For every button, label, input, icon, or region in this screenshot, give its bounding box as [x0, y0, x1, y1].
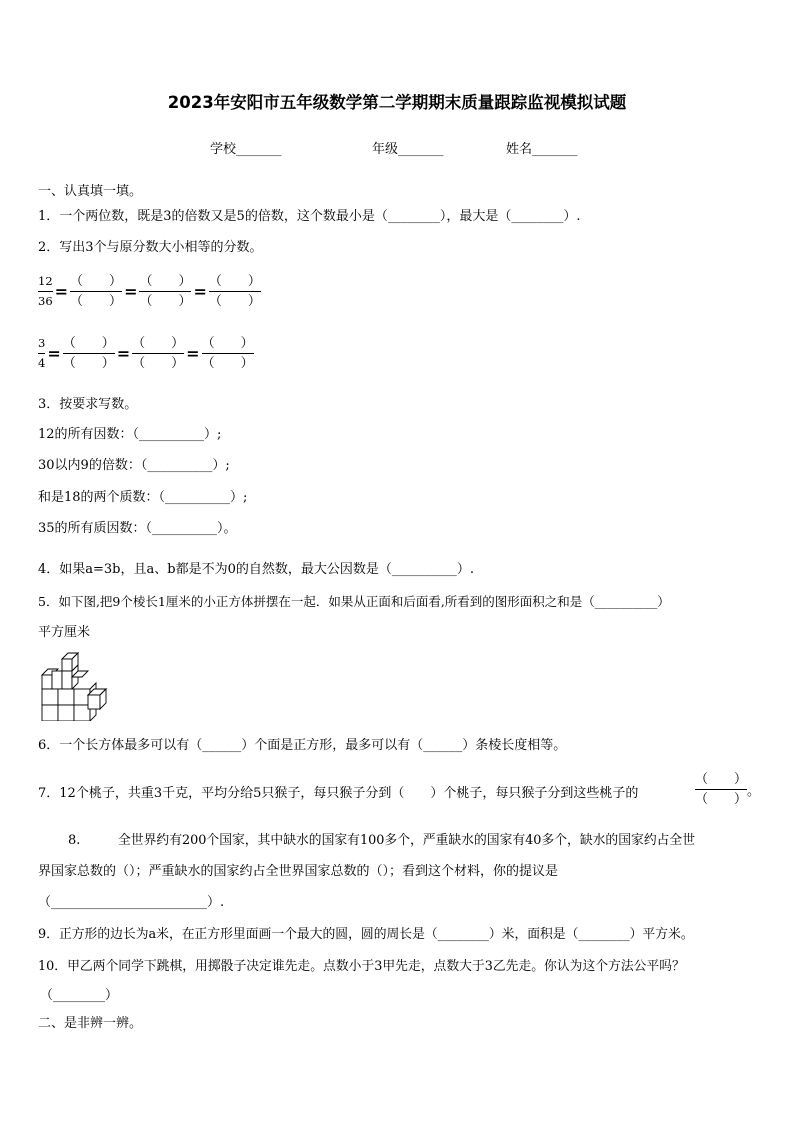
numerator: 3: [38, 336, 46, 350]
grade-field: 年级_______: [372, 142, 444, 157]
equals-sign: =: [124, 282, 138, 301]
equals-sign: =: [47, 344, 61, 363]
question-2: 2．写出3个与原分数大小相等的分数。: [38, 240, 263, 255]
question-7-fraction: [695, 771, 760, 808]
page-title: 2023年安阳市五年级数学第二学期期末质量跟踪监视模拟试题: [167, 93, 627, 112]
blank-numerator: （ ）: [139, 274, 192, 289]
school-field: 学校_______: [210, 142, 282, 157]
cube-stack-figure: [40, 649, 118, 721]
name-field: 姓名_______: [506, 142, 578, 157]
question-10-answer: （________）: [40, 988, 119, 1003]
question-9: 9．正方形的边长为a米，在正方形里面画一个最大的圆，圆的周长是（________）米，面积是（________）平方米。: [38, 927, 694, 942]
blank-denominator: （ ）: [139, 294, 192, 309]
fraction-blank: [132, 335, 184, 372]
section-heading-1: 一、认真填一填。: [38, 184, 143, 199]
blank-denominator: （ ）: [132, 356, 185, 371]
question-3a: 12的所有因数：（__________）;: [38, 427, 222, 442]
denominator: 36: [38, 294, 53, 308]
fraction-given: [38, 273, 53, 310]
equals-sign: =: [116, 344, 131, 363]
question-1: 1．一个两位数，既是3的倍数又是5的倍数，这个数最小是（________），最大是（________）.: [38, 209, 581, 224]
question-5-unit: 平方厘米: [38, 625, 91, 640]
question-3d: 35的所有质因数：（__________）。: [38, 521, 237, 536]
fraction-row-2: [38, 335, 254, 372]
question-8-answer: （________________________）.: [38, 895, 225, 910]
fraction-blank: [139, 273, 191, 310]
fraction-blank: [202, 335, 254, 372]
blank-numerator: （ ）: [201, 336, 254, 351]
fraction-row-1: [38, 273, 261, 310]
question-10: 10．甲乙两个同学下跳棋，用掷骰子决定谁先走。点数小于3甲先走，点数大于3乙先走。你认为这个方法公平吗？: [38, 959, 685, 974]
fraction-blank: [695, 771, 747, 808]
equals-sign: =: [186, 344, 200, 363]
question-3: 3．按要求写数。: [38, 397, 138, 412]
question-7: 7．12个桃子，共重3千克，平均分给5只猴子，每只猴子分到（ ）个桃子，每只猴子分到这些桃子的: [38, 786, 639, 801]
question-5: 5．如下图,把9个棱长1厘米的小正方体拼摆在一起．如果从正面和后面看,所看到的图形面积之和是（__________）: [38, 594, 670, 609]
denominator: 4: [38, 356, 46, 370]
question-8-line1: 全世界约有200个国家，其中缺水的国家有100多个，严重缺水的国家有40多个，缺水的国家约占全世: [118, 833, 696, 848]
question-4: 4．如果a=3b，且a、b都是不为0的自然数，最大公因数是（__________）.: [38, 562, 474, 577]
fraction-blank: [63, 335, 115, 372]
question-8-number: 8.: [68, 833, 81, 848]
question-3c: 和是18的两个质数：（__________）;: [38, 490, 248, 505]
numerator: 12: [38, 274, 53, 288]
equals-sign: =: [193, 282, 207, 301]
fraction-blank: [70, 273, 122, 310]
fraction-given: [38, 335, 45, 372]
blank-numerator: （ ）: [695, 772, 748, 787]
period: 。: [747, 784, 761, 799]
question-8-line2: 界国家总数的（）；严重缺水的国家约占全世界国家总数的（）；看到这个材料，你的提议是: [38, 864, 559, 879]
blank-denominator: （ ）: [62, 356, 115, 371]
blank-numerator: （ ）: [208, 274, 261, 289]
question-6: 6．一个长方体最多可以有（______）个面是正方形，最多可以有（______）条棱长度相等。: [38, 738, 567, 753]
blank-numerator: （ ）: [62, 336, 115, 351]
equals-sign: =: [54, 282, 69, 301]
blank-denominator: （ ）: [70, 294, 123, 309]
fraction-blank: [209, 273, 261, 310]
question-3b: 30以内9的倍数：（__________）;: [38, 458, 230, 473]
blank-numerator: （ ）: [70, 274, 123, 289]
blank-denominator: （ ）: [695, 792, 748, 807]
blank-numerator: （ ）: [132, 336, 185, 351]
blank-denominator: （ ）: [208, 294, 261, 309]
blank-denominator: （ ）: [201, 356, 254, 371]
section-heading-2: 二、是非辨一辨。: [38, 1016, 143, 1031]
